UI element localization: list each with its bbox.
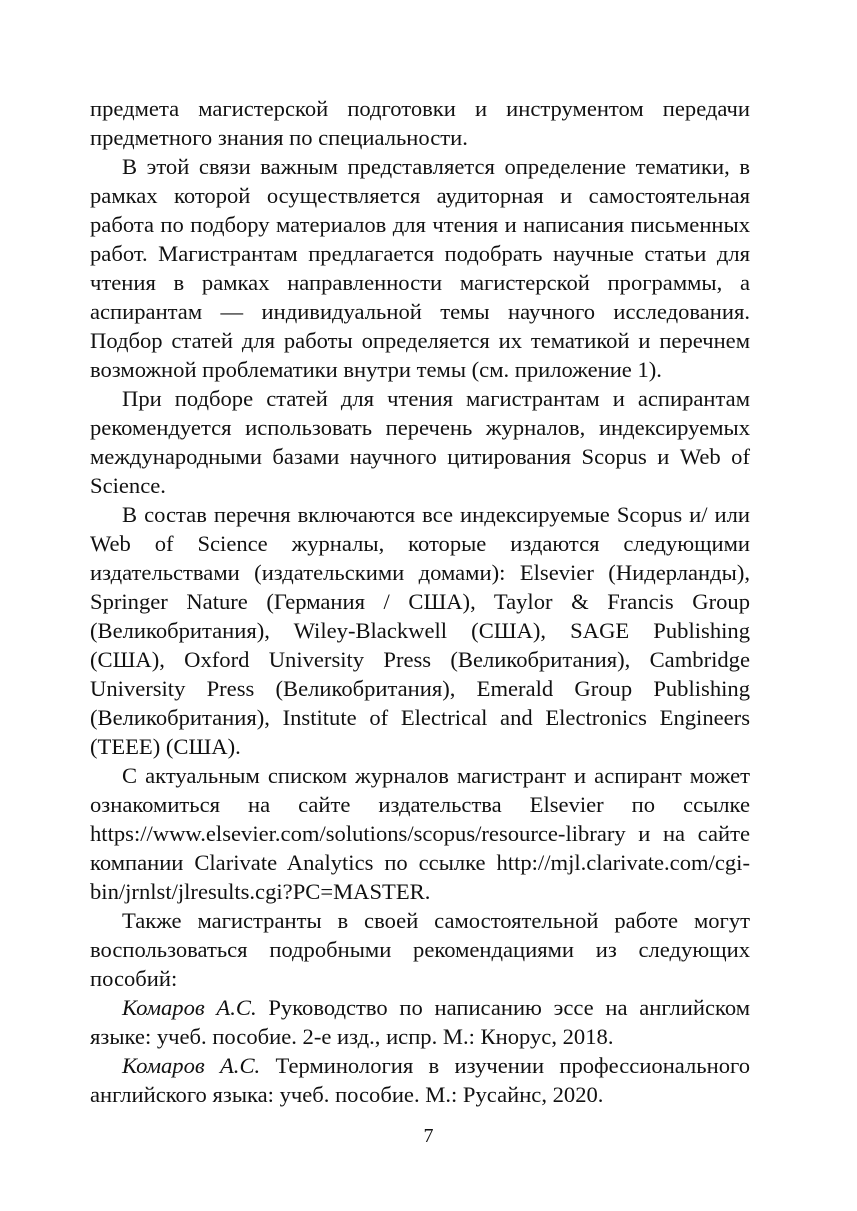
paragraph-publishers: В состав перечня включаются все индексируемые Scopus и/ или Web of Science журналы, которые издаются следующими издательствами (издательскими домами): Elsevier (Нидерланды), Springer Nature (Германия / США), Taylor & Francis Group (Великобритания), Wiley-Blackwell (США), SAGE Publishing (США), Oxford University Press (Великобритания), Cambridge University Press (Великобритания), Emerald Group Publishing (Великобритания), Institute of Electrical and Electronics Engineers (TEEE) (США).	[90, 502, 750, 759]
paragraph-recommended-manuals: Также магистранты в своей самостоятельной работе могут воспользоваться подробными рекомендациями из следующих пособий:	[90, 908, 750, 991]
paragraph-journal-selection: При подборе статей для чтения магистрантам и аспирантам рекомендуется использовать перечень журналов, индексируемых международными базами научного цитирования Scopus и Web of Science.	[90, 386, 750, 498]
reference-title: Руководство по написанию эссе на английском языке: учеб. пособие. 2-е изд., испр. М.: Кнорус, 2018.	[90, 995, 750, 1049]
reference-item	[90, 1051, 750, 1109]
paragraph-continuation: предмета магистерской подготовки и инструментом передачи предметного знания по специальности.	[90, 96, 750, 150]
reference-title: Терминология в изучении профессионального английского языка: учеб. пособие. М.: Русайнс, 2020.	[90, 1053, 750, 1107]
page-number: 7	[423, 1125, 434, 1147]
page-body	[90, 94, 750, 1109]
paragraph-journal-list-links: С актуальным списком журналов магистрант и аспирант может ознакомиться на сайте издательства Elsevier по ссылке https://www.elsevier.com/solutions/scopus/resource-library и на сайте компании Clarivate Analytics по ссылке http://mjl.clarivate.​com/cgi-bin/jrnlst/jlresults.cgi?PC=MASTER.	[90, 763, 750, 904]
paragraph-topics: В этой связи важным представляется определение тематики, в рамках которой осуществляется аудиторная и самостоятельная работа по подбору материалов для чтения и написания письменных работ. Магистрантам предлагается подобрать научные статьи для чтения в рамках направленности магистерской программы, а аспирантам — индивидуальной темы научного исследования. Подбор статей для работы определяется их тематикой и перечнем возможной проблематики внутри темы (см. приложение 1).	[90, 154, 750, 382]
reference-item	[90, 993, 750, 1051]
reference-author: Комаров А.С.	[122, 1053, 261, 1078]
reference-author: Комаров А.С.	[122, 995, 257, 1020]
